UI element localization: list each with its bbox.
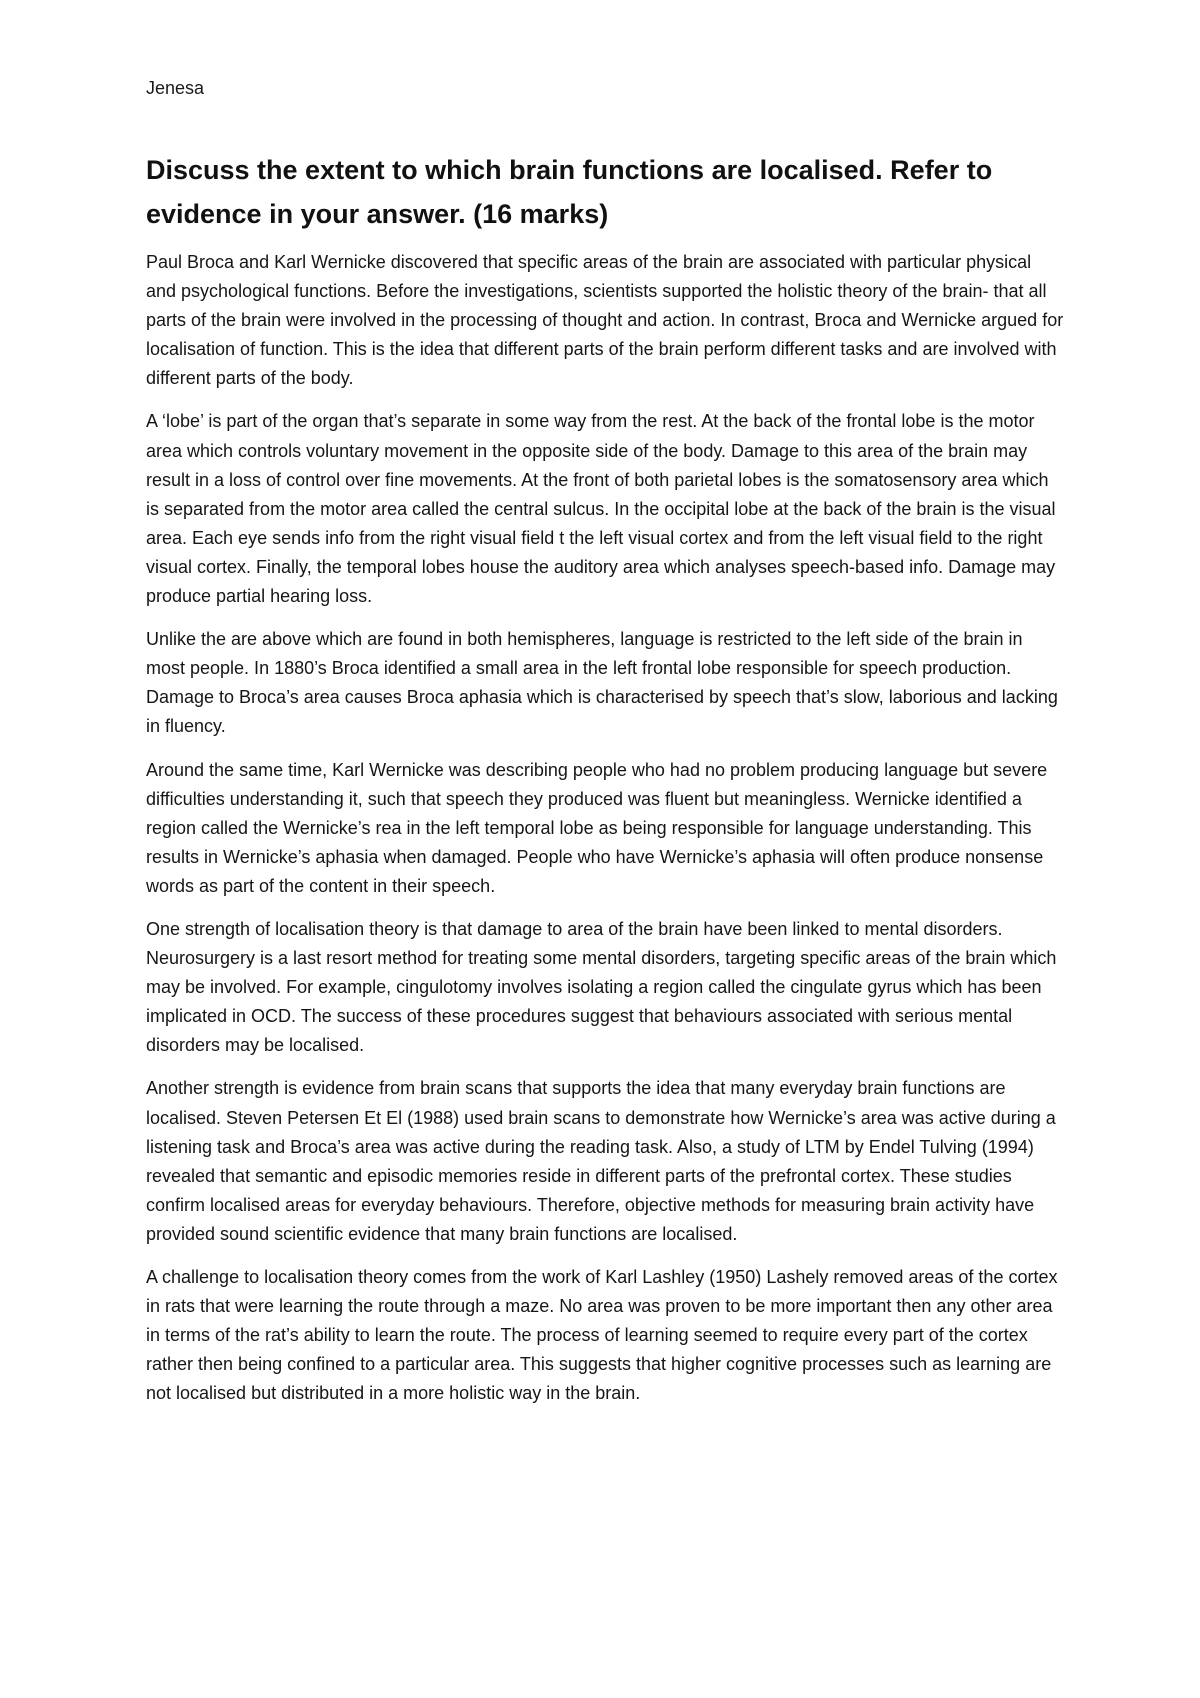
essay-body — [146, 248, 1064, 1422]
essay-title: Discuss the extent to which brain functions are localised. Refer to evidence in your answer. (16 marks) — [146, 155, 993, 229]
paragraph-lobes: A ‘lobe’ is part of the organ that’s separate in some way from the rest. At the back of the frontal lobe is the motor area which controls voluntary movement in the opposite side of the body. Damage to this area of the brain may result in a loss of control over fine movements. At the front of both parietal lobes is the somatosensory area which is separated from the motor area called the central sulcus. In the occipital lobe at the back of the brain is the visual area. Each eye sends info from the right visual field t the left visual cortex and from the left visual field to the right visual cortex. Finally, the temporal lobes house the auditory area which analyses speech-based info. Damage may produce partial hearing loss. — [146, 411, 1056, 607]
paragraph-wernicke: Around the same time, Karl Wernicke was describing people who had no problem producing language but severe difficulties understanding it, such that speech they produced was fluent but meaningless. Wernicke identified a region called the Wernicke’s rea in the left temporal lobe as being responsible for language understanding. This results in Wernicke’s aphasia when damaged. People who have Wernicke’s aphasia will often produce nonsense words as part of the content in their speech. — [146, 759, 1048, 896]
paragraph-strength-brain-scans: Another strength is evidence from brain scans that supports the idea that many everyday brain functions are localised. Steven Petersen Et El (1988) used brain scans to demonstrate how Wernicke’s area was active during a listening task and Broca’s area was active during the reading task. Also, a study of LTM by Endel Tulving (1994) revealed that semantic and episodic memories reside in different parts of the prefrontal cortex. These studies confirm localised areas for everyday behaviours. Therefore, objective methods for measuring brain activity have provided sound scientific evidence that many brain functions are localised. — [146, 1078, 1056, 1244]
paragraph-challenge-lashley: A challenge to localisation theory comes from the work of Karl Lashley (1950) Lashely removed areas of the cortex in rats that were learning the route through a maze. No area was proven to be more important then any other area in terms of the rat’s ability to learn the route. The process of learning seemed to require every part of the cortex rather then being confined to a particular area. This suggests that higher cognitive processes such as learning are not localised but distributed in a more holistic way in the brain. — [146, 1267, 1058, 1404]
paragraph-intro: Paul Broca and Karl Wernicke discovered that specific areas of the brain are associated with particular physical and psychological functions. Before the investigations, scientists supported the holistic theory of the brain- that all parts of the brain were involved in the processing of thought and action. In contrast, Broca and Wernicke argued for localisation of function. This is the idea that different parts of the brain perform different tasks and are involved with different parts of the body. — [146, 252, 1064, 389]
paragraph-broca: Unlike the are above which are found in both hemispheres, language is restricted to the left side of the brain in most people. In 1880’s Broca identified a small area in the left frontal lobe responsible for speech production. Damage to Broca’s area causes Broca aphasia which is characterised by speech that’s slow, laborious and lacking in fluency. — [146, 629, 1058, 737]
author-name: Jenesa — [146, 78, 205, 98]
paragraph-strength-neurosurgery: One strength of localisation theory is that damage to area of the brain have been linked to mental disorders. Neurosurgery is a last resort method for treating some mental disorders, targeting specific areas of the brain which may be involved. For example, cingulotomy involves isolating a region called the cingulate gyrus which has been implicated in OCD. The success of these procedures suggest that behaviours associated with serious mental disorders may be localised. — [146, 918, 1057, 1056]
